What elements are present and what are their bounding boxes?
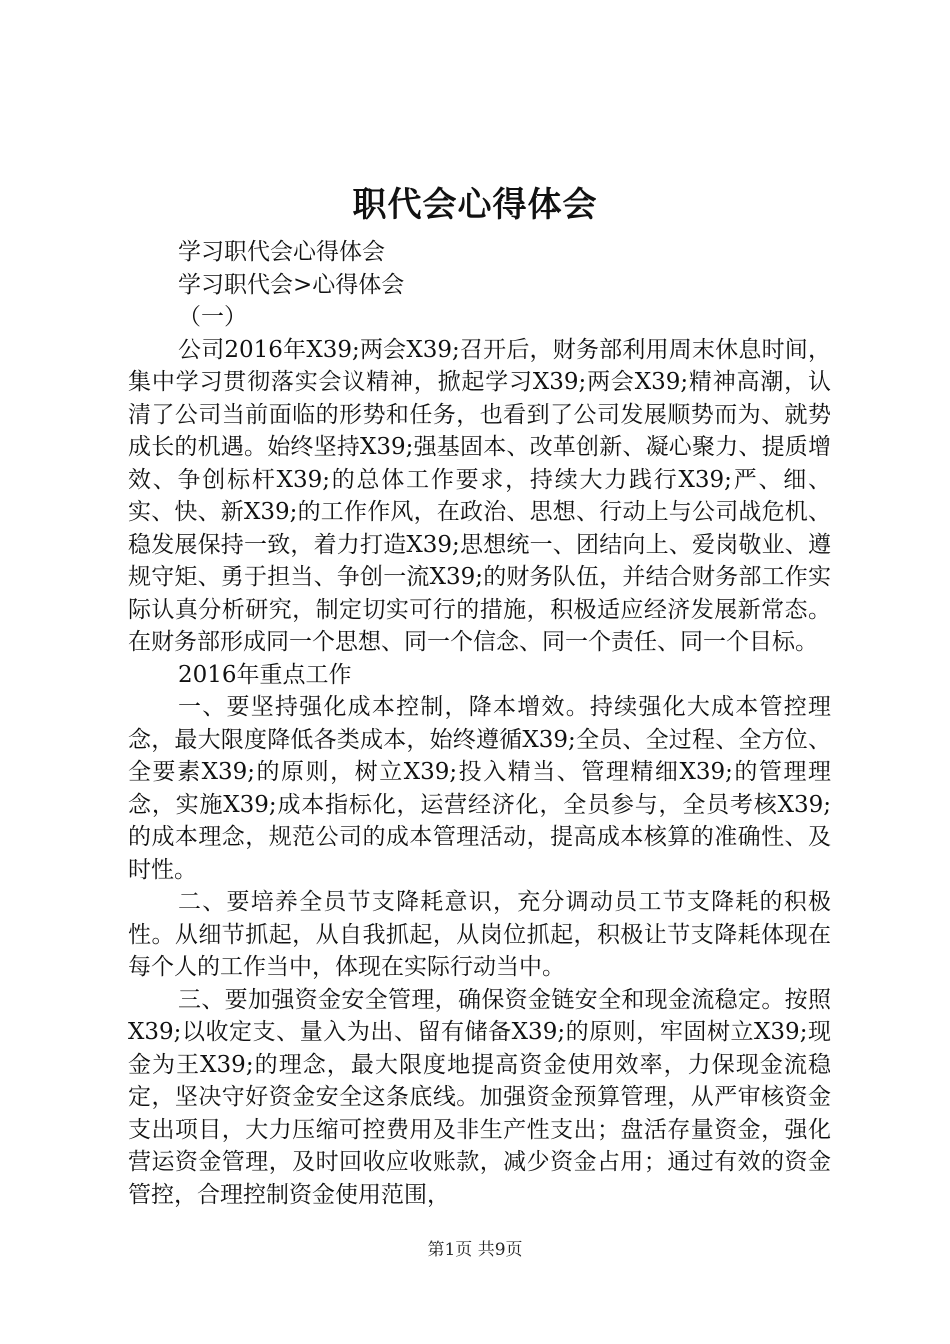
document-title: 职代会心得体会 — [352, 185, 598, 225]
paragraph-point-2: 二、要培养全员节支降耗意识，充分调动员工节支降耗的积极性。从细节抓起，从自我抓起，从岗位抓起，积极让节支降耗体现在每个人的工作当中，体现在实际行动当中。 — [128, 889, 831, 980]
paragraph-point-3: 三、要加强资金安全管理，确保资金链安全和现金流稳定。按照X39;以收定支、量入为出、留有储备X39;的原则，牢固树立X39;现金为王X39;的理念，最大限度地提高资金使用效率，力保现金流稳定，坚决守好资金安全这条底线。加强资金预算管理，从严审核资金支出项目，大力压缩可控费用及非生产性支出；盘活存量资金，强化营运资金管理，及时回收应收账款，减少资金占用；通过有效的资金管控，合理控制资金使用范围， — [128, 986, 831, 1208]
subtitle-line-2: 学习职代会>心得体会 — [178, 271, 405, 298]
section-mark: （一） — [178, 304, 247, 330]
document-body — [128, 236, 831, 1211]
paragraph-heading-2016: 2016年重点工作 — [178, 661, 352, 688]
paragraph-point-1: 一、要坚持强化成本控制，降本增效。持续强化大成本管控理念，最大限度降低各类成本，始终遵循X39;全员、全过程、全方位、全要素X39;的原则，树立X39;投入精当、管理精细X39;的管理理念，实施X39;成本指标化，运营经济化，全员参与，全员考核X39;的成本理念，规范公司的成本管理活动，提高成本核算的准确性、及时性。 — [128, 694, 831, 883]
subtitle-line-1: 学习职代会心得体会 — [178, 239, 385, 265]
paragraph-intro: 公司2016年X39;两会X39;召开后，财务部利用周末休息时间，集中学习贯彻落实会议精神，掀起学习X39;两会X39;精神高潮，认清了公司当前面临的形势和任务，也看到了公司发展顺势而为、就势成长的机遇。始终坚持X39;强基固本、改革创新、凝心聚力、提质增效、争创标杆X39;的总体工作要求，持续大力践行X39;严、细、实、快、新X39;的工作作风，在政治、思想、行动上与公司战危机、稳发展保持一致，着力打造X39;思想统一、团结向上、爱岗敬业、遵规守矩、勇于担当、争创一流X39;的财务队伍，并结合财务部工作实际认真分析研究，制定切实可行的措施，积极适应经济发展新常态。在财务部形成同一个思想、同一个信念、同一个责任、同一个目标。 — [128, 336, 831, 655]
page-footer: 第1页 共9页 — [427, 1240, 523, 1260]
